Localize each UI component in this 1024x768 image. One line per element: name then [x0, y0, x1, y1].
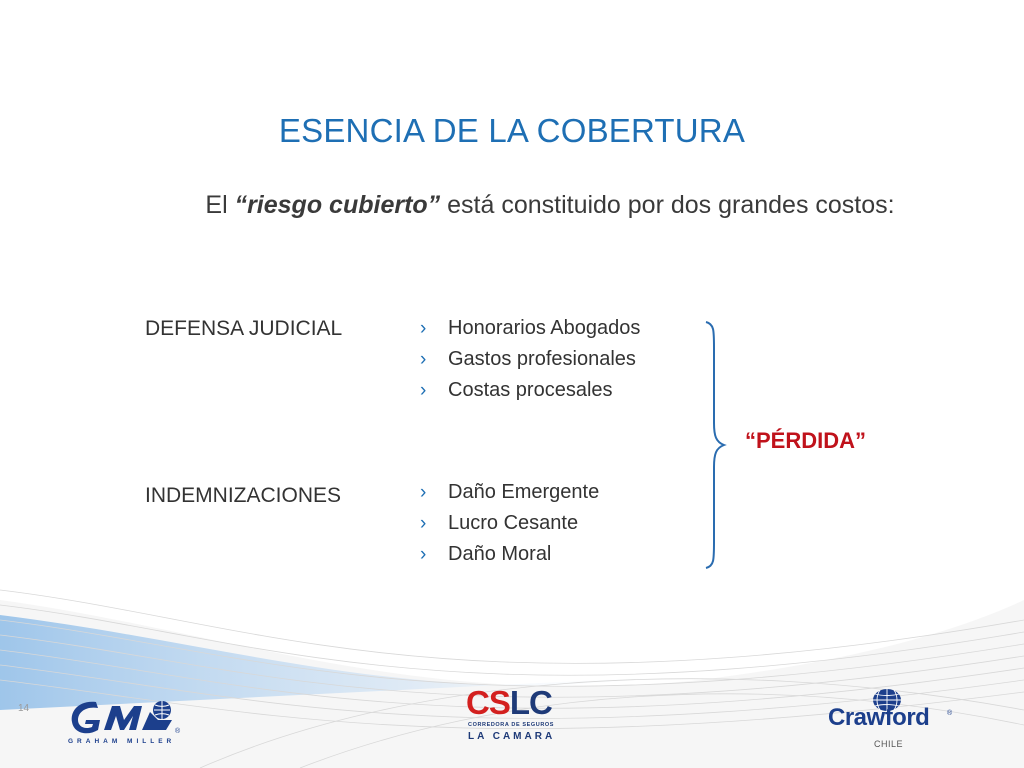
- subtitle-suffix: está constituido por dos grandes costos:: [440, 191, 895, 219]
- list-item: [420, 477, 599, 508]
- list-item: [420, 539, 599, 570]
- subtitle-emphasis: “riesgo cubierto”: [234, 191, 441, 219]
- cslc-mark: CSLC: [466, 690, 552, 721]
- chevron-right-icon: ›: [420, 318, 427, 339]
- chevron-right-icon: ›: [420, 349, 427, 370]
- indemnizaciones-list: [420, 477, 599, 570]
- right-brace: [700, 318, 740, 572]
- category-defensa-judicial: DEFENSA JUDICIAL: [145, 317, 343, 340]
- chevron-right-icon: ›: [420, 544, 427, 565]
- list-item-label: Lucro Cesante: [448, 512, 579, 534]
- graham-miller-reg: ®: [175, 728, 181, 735]
- slide-subtitle: [150, 191, 950, 220]
- page-number: 14: [18, 703, 30, 714]
- chevron-right-icon: ›: [420, 482, 427, 503]
- list-item-label: Daño Emergente: [448, 481, 600, 503]
- cslc-line2: LA CAMARA: [468, 731, 556, 742]
- crawford-name: Crawford: [828, 704, 930, 731]
- list-item-label: Daño Moral: [448, 543, 552, 565]
- defensa-judicial-list: [420, 313, 640, 406]
- category-indemnizaciones: INDEMNIZACIONES: [145, 484, 342, 507]
- cslc-line1: CORREDORA DE SEGUROS: [468, 722, 555, 728]
- chevron-right-icon: ›: [420, 380, 427, 401]
- list-item-label: Honorarios Abogados: [448, 317, 641, 339]
- graham-miller-logo: [66, 690, 186, 750]
- chevron-right-icon: ›: [420, 513, 427, 534]
- list-item-label: Gastos profesionales: [448, 348, 636, 370]
- slide-title: ESENCIA DE LA COBERTURA: [278, 112, 746, 149]
- cslc-logo: [466, 690, 556, 750]
- graham-miller-name: GRAHAM MILLER: [68, 738, 176, 745]
- list-item: [420, 375, 640, 406]
- crawford-logo: [828, 688, 958, 758]
- list-item-label: Costas procesales: [448, 379, 613, 401]
- crawford-country: CHILE: [874, 739, 904, 749]
- list-item: [420, 313, 640, 344]
- list-item: [420, 344, 640, 375]
- result-label: “PÉRDIDA”: [745, 428, 867, 453]
- list-item: [420, 508, 599, 539]
- subtitle-prefix: El: [205, 191, 235, 219]
- crawford-reg: ®: [947, 710, 953, 717]
